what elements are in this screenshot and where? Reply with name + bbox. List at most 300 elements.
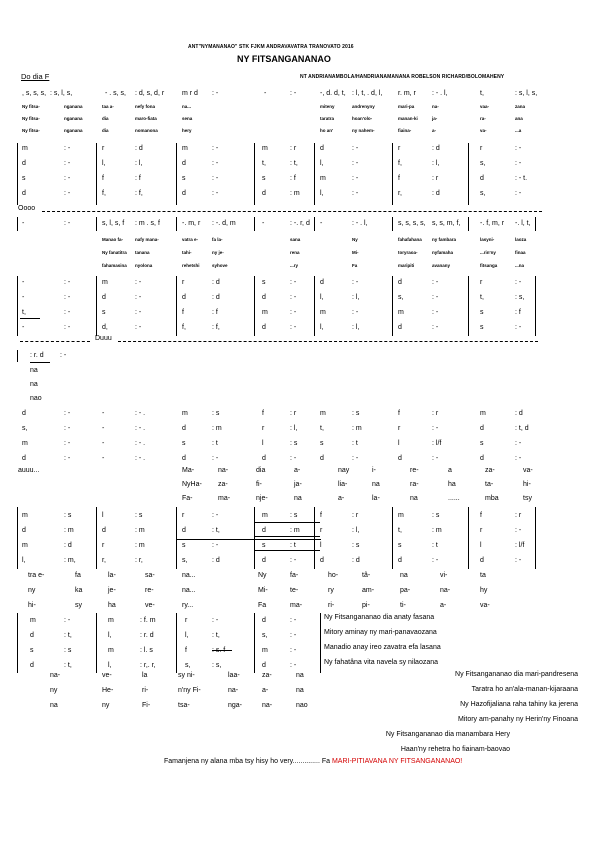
solfa-row: s,: [182, 557, 188, 564]
solfa-top: -. m, r: [182, 220, 201, 227]
solfa-row: : -: [212, 175, 219, 182]
solfa-row: : - .: [135, 410, 146, 417]
barline: [468, 143, 469, 205]
lyric-line: ti-: [400, 602, 406, 609]
solfa-row: s,: [480, 160, 486, 167]
lyric-line: ha: [448, 481, 456, 488]
solfa-row: t,: [398, 527, 402, 534]
solfa-row: m: [22, 512, 28, 519]
lyric-line: na-: [228, 687, 239, 694]
solfa-row: r: [102, 542, 105, 549]
solfa-row: : l,: [352, 294, 360, 301]
solfa-top: s, l, s, f: [102, 220, 125, 227]
verse-line: Manadio anay ireo zavatra efa lasana: [324, 644, 441, 651]
solfa-row: : t: [290, 542, 296, 549]
lyric-line: a-: [262, 687, 269, 694]
lyric-line: te-: [290, 587, 299, 594]
solfa-row: l,: [185, 632, 189, 639]
solfa-row: : m: [212, 425, 222, 432]
barline: [468, 507, 469, 569]
solfa-row: d: [182, 455, 186, 462]
solfa-row: : t: [432, 542, 438, 549]
solfa-row: d: [182, 527, 186, 534]
solfa-row: : -: [135, 309, 142, 316]
lyric-line: ma-: [290, 602, 303, 609]
solfa-row: : -: [212, 512, 219, 519]
pickup-note: : r. d: [30, 352, 44, 359]
solfa-row: s: [398, 542, 402, 549]
solfa-row: : r: [352, 512, 359, 519]
solfa-row: : d: [135, 145, 143, 152]
lyric-line: vaa-: [480, 104, 490, 109]
solfa-row: : l. s: [140, 647, 153, 654]
lyric-line: dia: [102, 116, 109, 121]
solfa-row: m: [182, 410, 188, 417]
lyric-line: fahamasina: [102, 263, 127, 268]
lyric-line: Ny fanatitra: [102, 250, 127, 255]
solfa-row: : f. m: [140, 617, 156, 624]
solfa-top: -: [22, 220, 25, 227]
barline: [17, 507, 18, 569]
solfa-row: : s: [352, 410, 360, 417]
lyric-line: re-: [145, 587, 154, 594]
solfa-row: m: [22, 145, 28, 152]
lyric-line: ...rin'ny: [480, 250, 496, 255]
solfa-row: f,: [182, 324, 186, 331]
barline: [468, 276, 469, 336]
solfa-row: m: [262, 145, 268, 152]
barline: [535, 217, 536, 231]
solfa-row: : - .: [135, 455, 146, 462]
lyric-line: a-: [338, 495, 345, 502]
lyric-line: tanana: [135, 250, 150, 255]
solfa-row: : t, d: [515, 425, 529, 432]
solfa-row: f: [480, 512, 482, 519]
lyric-line: ana: [515, 116, 523, 121]
solfa-row: t,: [22, 309, 26, 316]
solfa-row: : -: [64, 294, 71, 301]
lyric-line: a-: [294, 467, 301, 474]
lyric-line: na: [50, 702, 58, 709]
solfa-row: : s: [64, 512, 72, 519]
verse-line: Taratra ho an'ala-manan-kijaraana: [471, 686, 578, 693]
lyric-line: lia-: [338, 481, 348, 488]
solfa-row: s,: [262, 632, 268, 639]
solfa-top: -: [264, 90, 267, 97]
solfa-row: : r: [290, 410, 297, 417]
lyric-line: Ny: [258, 572, 267, 579]
solfa-row: : -: [64, 190, 71, 197]
solfa-row: : -: [432, 425, 439, 432]
barline: [314, 507, 315, 569]
lyric-line: na...: [182, 572, 196, 579]
solfa-row: : l/f: [515, 542, 525, 549]
solfa-row: -: [22, 279, 25, 286]
lyric-line: pi-: [362, 602, 370, 609]
solfa-row: : f: [290, 175, 296, 182]
solfa-top: -. l, t,: [515, 220, 531, 227]
solfa-row: m: [102, 279, 108, 286]
solfa-row: : -: [290, 294, 297, 301]
solfa-row: d: [480, 175, 484, 182]
solfa-row: r: [262, 425, 265, 432]
solfa-row: d: [320, 455, 324, 462]
lyric-line: ta-: [485, 481, 494, 488]
solfa-row: : r,: [135, 557, 143, 564]
solfa-top: : -: [290, 90, 297, 97]
lyric-line: ny je-: [212, 250, 224, 255]
barline: [320, 613, 321, 673]
solfa-row: : -: [64, 160, 71, 167]
lyric-line: lasyni-: [480, 237, 495, 242]
solfa-row: f: [320, 512, 322, 519]
solfa-row: d: [320, 279, 324, 286]
lyric-line: fa la-: [212, 237, 223, 242]
solfa-row: m: [22, 542, 28, 549]
barline: [17, 350, 18, 362]
lyric-line: nefy fona: [135, 104, 156, 109]
lyric-line: Fi-: [142, 702, 151, 709]
barline: [17, 143, 18, 205]
solfa-top: -. f, m, r: [480, 220, 505, 227]
solfa-row: s,: [22, 425, 28, 432]
solfa-top: : d, s, d, r: [135, 90, 165, 97]
solfa-row: r: [398, 145, 401, 152]
solfa-row: r: [480, 279, 483, 286]
lyric-line: nafy mana-: [135, 237, 159, 242]
solfa-top: r. m, r: [398, 90, 416, 97]
lyric-line: a: [448, 467, 452, 474]
solfa-row: d: [262, 557, 266, 564]
solfa-row: : -: [64, 279, 71, 286]
underline: [212, 650, 232, 651]
solfa-row: : -: [515, 160, 522, 167]
solfa-row: : m: [135, 542, 145, 549]
lyric-line: ny: [28, 587, 36, 594]
barline: [254, 143, 255, 205]
solfa-row: m: [22, 440, 28, 447]
lyric-line: va-: [480, 128, 487, 133]
lyric-line: na-: [440, 587, 451, 594]
solfa-row: : -: [290, 309, 297, 316]
solfa-row: : -: [64, 309, 71, 316]
solfa-row: f: [185, 647, 187, 654]
underline: [30, 362, 50, 363]
lyric-line: nganana: [64, 116, 83, 121]
lyric-line: dia: [256, 467, 266, 474]
barline: [392, 217, 393, 231]
solfa-row: : d: [432, 190, 440, 197]
verse-line: Ny fahatâna vita navela sy nilaozana: [324, 659, 439, 666]
solfa-row: : m: [64, 527, 74, 534]
lyric-line: na-: [432, 104, 439, 109]
barline: [314, 143, 315, 205]
lyric-line: ve-: [102, 672, 112, 679]
lyric-line: na...: [182, 587, 196, 594]
barline: [392, 276, 393, 336]
lyric-line: nao: [296, 702, 308, 709]
pickup-note: na: [30, 381, 38, 388]
solfa-row: f: [262, 410, 264, 417]
barline: [176, 507, 177, 569]
lyric-line: la: [142, 672, 148, 679]
barline: [314, 276, 315, 336]
solfa-row: : -: [515, 440, 522, 447]
barline: [254, 507, 255, 569]
solfa-row: -: [102, 410, 105, 417]
lyric-line: syhove: [212, 263, 228, 268]
solfa-row: d: [262, 617, 266, 624]
lyric-line: sa-: [145, 572, 155, 579]
solfa-row: m: [320, 410, 326, 417]
lyric-line: Fa: [258, 602, 267, 609]
barline: [96, 143, 97, 205]
lyric-line: na...: [182, 104, 192, 109]
solfa-row: : -: [64, 425, 71, 432]
solfa-row: : -: [432, 279, 439, 286]
solfa-row: d: [480, 455, 484, 462]
solfa-row: : -: [212, 160, 219, 167]
lyric-line: fitsanga: [480, 263, 498, 268]
lyric-line: hi-: [523, 481, 531, 488]
tie-line: [176, 539, 321, 540]
solfa-top: : -: [212, 90, 219, 97]
lyric-line: na: [400, 572, 408, 579]
dashed-separator: [42, 211, 542, 212]
solfa-row: : r: [515, 512, 522, 519]
solfa-row: l,: [320, 294, 324, 301]
solfa-row: d: [398, 324, 402, 331]
solfa-row: s: [30, 647, 34, 654]
lyric-line: nganana: [64, 104, 83, 109]
lyric-line: rena: [290, 250, 300, 255]
solfa-row: d: [398, 455, 402, 462]
solfa-row: m: [480, 410, 486, 417]
solfa-row: f: [398, 410, 400, 417]
solfa-row: : s: [212, 410, 220, 417]
solfa-row: : f: [135, 175, 141, 182]
closing-text: Famanjena ny alana mba tsy hisy ho very.............. Fa: [164, 758, 332, 765]
lyric-line: ......: [448, 495, 460, 502]
solfa-row: : t: [212, 440, 218, 447]
solfa-row: : -: [352, 175, 359, 182]
solfa-row: : d: [212, 557, 220, 564]
solfa-row: d: [102, 294, 106, 301]
lyric-line: va-: [480, 602, 490, 609]
solfa-row: : t: [352, 440, 358, 447]
barline: [176, 217, 177, 231]
barline: [254, 276, 255, 336]
solfa-row: s: [182, 175, 186, 182]
solfa-row: m: [30, 617, 36, 624]
dashed-separator: [20, 341, 90, 342]
lyric-line: Fa: [352, 263, 358, 268]
solfa-row: m: [108, 617, 114, 624]
solfa-row: : -: [64, 145, 71, 152]
lyric-line: na: [296, 687, 304, 694]
lyric-line: nganana: [64, 128, 83, 133]
pickup-note: nao: [30, 395, 42, 402]
lyric-line: ka: [75, 587, 83, 594]
solfa-row: : -: [64, 324, 71, 331]
lyric-line: nyfamaha: [432, 250, 454, 255]
lyric-line: na-: [262, 702, 273, 709]
closing-highlight: MARI-PITIAVANA NY FITSANGANANAO!: [331, 758, 463, 765]
solfa-row: : l/f: [432, 440, 442, 447]
barline: [468, 217, 469, 231]
lyric-line: nga-: [228, 702, 243, 709]
solfa-row: -: [102, 455, 105, 462]
solfa-row: d: [30, 662, 34, 669]
verse-line: Ny Fitsangananao dia manambara Hery: [385, 731, 510, 738]
lyric-line: na: [372, 481, 380, 488]
lyric-line: ny: [50, 687, 58, 694]
solfa-row: : -: [515, 527, 522, 534]
solfa-top: - . s, s,: [105, 90, 126, 97]
solfa-row: : -: [212, 617, 219, 624]
lyric-line: avanany: [432, 263, 451, 268]
lyric-line: sena: [182, 116, 193, 121]
lyric-line: vatra e-: [182, 237, 199, 242]
solfa-row: : -: [212, 542, 219, 549]
lyric-line: za-: [218, 481, 228, 488]
lyric-line: taa a-: [102, 104, 114, 109]
solfa-row: : l,: [352, 527, 360, 534]
lyric-line: fi-: [256, 481, 262, 488]
solfa-row: f: [182, 309, 184, 316]
solfa-row: d: [262, 662, 266, 669]
lyric-line: manan-ki: [398, 116, 418, 121]
lyric-line: pa-: [400, 587, 411, 594]
solfa-row: : d: [352, 557, 360, 564]
section-marker: Oooo: [18, 205, 36, 212]
solfa-row: s: [262, 279, 266, 286]
barline: [96, 613, 97, 673]
solfa-row: t,: [320, 425, 324, 432]
solfa-row: m: [182, 145, 188, 152]
barline: [254, 217, 255, 231]
key-signature: Do dia F: [21, 72, 50, 81]
solfa-row: l: [320, 542, 322, 549]
solfa-row: : -: [212, 190, 219, 197]
solfa-row: : t,: [290, 160, 298, 167]
solfa-row: d: [22, 455, 26, 462]
solfa-row: l,: [320, 324, 324, 331]
lyric-line: Ma-: [182, 467, 195, 474]
lyric-line: Ny fitsa-: [22, 104, 40, 109]
solfa-row: : s: [135, 512, 143, 519]
solfa-top: : -. r, d: [290, 220, 310, 227]
lyric-line: hoan'olo-: [352, 116, 373, 121]
solfa-top: : -. d, m: [212, 220, 236, 227]
solfa-row: r: [102, 145, 105, 152]
solfa-row: s: [480, 440, 484, 447]
solfa-row: d: [262, 190, 266, 197]
lyric-line: ja-: [432, 116, 438, 121]
solfa-row: t,: [262, 160, 266, 167]
solfa-row: d: [262, 527, 266, 534]
lyric-line: ry: [328, 587, 334, 594]
lyric-line: rehetshi: [182, 263, 200, 268]
solfa-row: d: [398, 279, 402, 286]
solfa-row: d: [182, 425, 186, 432]
solfa-row: : -: [290, 324, 297, 331]
solfa-row: m: [262, 647, 268, 654]
solfa-row: r: [480, 527, 483, 534]
lyric-line: maro-fiata: [135, 116, 157, 121]
lyric-line: dia: [102, 128, 109, 133]
solfa-row: s: [22, 175, 26, 182]
solfa-row: : -: [290, 455, 297, 462]
solfa-row: : s: [352, 542, 360, 549]
solfa-row: : m: [290, 190, 300, 197]
solfa-top: : m . s, f: [135, 220, 160, 227]
solfa-row: : -: [290, 617, 297, 624]
barline: [17, 613, 18, 673]
lyric-line: hery: [182, 128, 192, 133]
solfa-top: , s, s, s,: [22, 90, 47, 97]
verse-line: Ny Hazofijaliana raha tahiny ka jerena: [460, 701, 578, 708]
solfa-row: : -: [352, 160, 359, 167]
solfa-row: : d: [212, 279, 220, 286]
lyric-line: tra e-: [28, 572, 45, 579]
solfa-row: s: [480, 324, 484, 331]
barline: [17, 217, 18, 231]
pickup-note: na: [30, 367, 38, 374]
solfa-row: : t,: [64, 662, 72, 669]
solfa-row: d: [320, 557, 324, 564]
verse-line: Ny Fitsangananao dia mari-pandresena: [455, 671, 578, 678]
lyric-line: ny fambara: [432, 237, 457, 242]
underline: [20, 318, 40, 319]
solfa-row: s,: [480, 190, 486, 197]
solfa-row: r: [480, 145, 483, 152]
solfa-row: : d: [515, 410, 523, 417]
lyric-line: nomanona: [135, 128, 158, 133]
solfa-row: : -: [64, 410, 71, 417]
solfa-top: s, s, s, s,: [398, 220, 426, 227]
lyric-line: tsy: [523, 495, 532, 502]
lyric-line: ve-: [145, 602, 155, 609]
solfa-row: d: [182, 160, 186, 167]
solfa-row: l,: [108, 632, 112, 639]
lyric-line: nje-: [256, 495, 268, 502]
solfa-row: -: [22, 294, 25, 301]
solfa-row: r: [398, 425, 401, 432]
lyric-line: za-: [485, 467, 495, 474]
lyric-line: la-: [108, 572, 116, 579]
lyric-line: sy ni-: [178, 672, 195, 679]
solfa-top: : s, l, s,: [515, 90, 538, 97]
solfa-row: : l,: [432, 160, 440, 167]
solfa-row: : -: [135, 279, 142, 286]
solfa-row: : -: [64, 617, 71, 624]
lyric-line: mba: [485, 495, 499, 502]
lyric-line: na: [410, 495, 418, 502]
barline: [96, 276, 97, 336]
solfa-row: : -: [432, 324, 439, 331]
lyric-line: ...a: [515, 128, 522, 133]
lyric-line: a-: [440, 602, 447, 609]
solfa-row: d: [398, 557, 402, 564]
solfa-row: : -: [432, 309, 439, 316]
solfa-row: : m,: [64, 557, 76, 564]
solfa-row: : -: [352, 279, 359, 286]
solfa-row: : s: [290, 440, 298, 447]
solfa-row: : s,: [212, 662, 222, 669]
solfa-row: : -: [212, 145, 219, 152]
solfa-row: : f: [515, 309, 521, 316]
